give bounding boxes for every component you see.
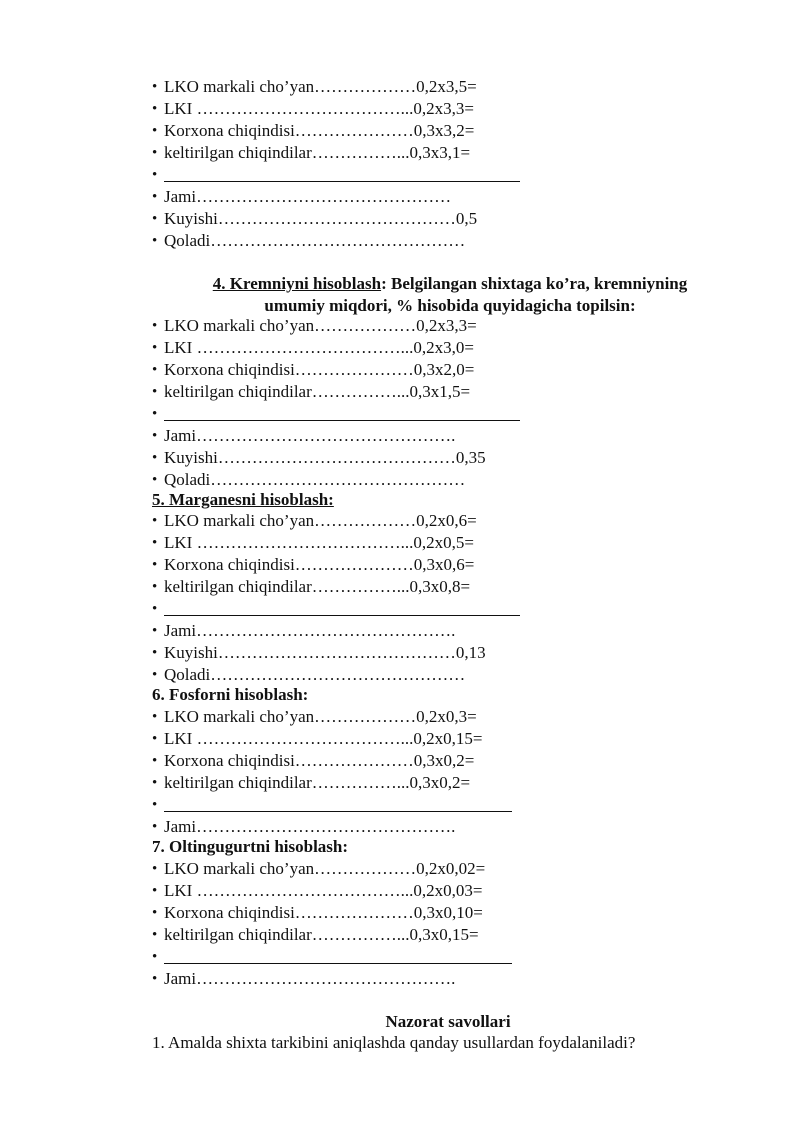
- list-item: • LKO markali cho’yan………………0,2x0,02=: [152, 859, 486, 878]
- bullet-icon: •: [152, 123, 158, 139]
- list-item-blank: [152, 946, 164, 968]
- section5-heading: 5. Marganesni hisoblash:: [152, 490, 334, 509]
- sum-rule: [164, 181, 520, 182]
- list-item: • Korxona chiqindisi…………………0,3x2,0=: [152, 360, 475, 379]
- bullet-icon: •: [152, 905, 158, 921]
- bullet-icon: •: [152, 927, 158, 943]
- list-item-blank: [152, 598, 164, 620]
- list-item: • Jami………………………………………: [152, 187, 452, 206]
- bullet-icon: •: [152, 384, 158, 400]
- bullet-icon: •: [152, 709, 158, 725]
- bullet-icon: •: [152, 535, 158, 551]
- list-item: • Qoladi………………………………………: [152, 665, 466, 684]
- bullet-icon: •: [152, 753, 158, 769]
- list-item: • LKI ………………………………...0,2x3,3=: [152, 99, 474, 118]
- bullet-icon: •: [152, 428, 158, 444]
- section6-heading: 6. Fosforni hisoblash:: [152, 685, 309, 704]
- bullet-icon: •: [152, 971, 158, 987]
- list-item: • Jami……………………………………….: [152, 817, 456, 836]
- sum-rule: [164, 420, 520, 421]
- list-item: • LKI ………………………………...0,2x3,0=: [152, 338, 474, 357]
- list-item: • keltirilgan chiqindilar……………...0,3x3,1=: [152, 143, 471, 162]
- list-item: • LKI ………………………………...0,2x0,15=: [152, 729, 483, 748]
- list-item: • Korxona chiqindisi…………………0,3x0,10=: [152, 903, 483, 922]
- list-item: • LKO markali cho’yan………………0,2x0,3=: [152, 707, 477, 726]
- bullet-icon: •: [152, 167, 158, 183]
- list-item: • keltirilgan chiqindilar……………...0,3x0,8=: [152, 577, 471, 596]
- bullet-icon: •: [152, 667, 158, 683]
- bullet-icon: •: [152, 513, 158, 529]
- list-item: • Jami……………………………………….: [152, 969, 456, 988]
- bullet-icon: •: [152, 731, 158, 747]
- list-item: • Jami……………………………………….: [152, 621, 456, 640]
- list-item: • Qoladi………………………………………: [152, 470, 466, 489]
- list-item-blank: [152, 403, 164, 425]
- section4-heading-line1: 4. Kremniyni hisoblash: Belgilangan shixtaga ko’ra, kremniyning: [212, 274, 688, 293]
- list-item: • keltirilgan chiqindilar……………...0,3x1,5=: [152, 382, 471, 401]
- bullet-icon: •: [152, 211, 158, 227]
- bullet-icon: •: [152, 601, 158, 617]
- list-item: • Kuyishi……………………………………0,13: [152, 643, 486, 662]
- bullet-icon: •: [152, 883, 158, 899]
- bullet-icon: •: [152, 472, 158, 488]
- list-item: • LKO markali cho’yan………………0,2x3,3=: [152, 316, 477, 335]
- bullet-icon: •: [152, 797, 158, 813]
- list-item: • LKO markali cho’yan………………0,2x0,6=: [152, 511, 477, 530]
- bullet-icon: •: [152, 79, 158, 95]
- list-item: • Jami……………………………………….: [152, 426, 456, 445]
- list-item: • Kuyishi……………………………………0,35: [152, 448, 486, 467]
- bullet-icon: •: [152, 775, 158, 791]
- bullet-icon: •: [152, 450, 158, 466]
- bullet-icon: •: [152, 819, 158, 835]
- section4-heading-line2: umumiy miqdori, % hisobida quyidagicha topilsin:: [264, 296, 636, 315]
- sum-rule: [164, 963, 512, 964]
- bullet-icon: •: [152, 861, 158, 877]
- list-item: • LKO markali cho’yan………………0,2x3,5=: [152, 77, 477, 96]
- bullet-icon: •: [152, 145, 158, 161]
- bullet-icon: •: [152, 101, 158, 117]
- bullet-icon: •: [152, 318, 158, 334]
- sum-rule: [164, 615, 520, 616]
- bullet-icon: •: [152, 949, 158, 965]
- list-item: • Korxona chiqindisi…………………0,3x0,2=: [152, 751, 475, 770]
- list-item: • keltirilgan chiqindilar……………...0,3x0,2=: [152, 773, 471, 792]
- bullet-icon: •: [152, 233, 158, 249]
- sum-rule: [164, 811, 512, 812]
- list-item: • LKI ………………………………...0,2x0,5=: [152, 533, 474, 552]
- question-1: 1. Amalda shixta tarkibini aniqlashda qanday usullardan foydalaniladi?: [152, 1033, 636, 1052]
- list-item-blank: [152, 164, 164, 186]
- list-item: • keltirilgan chiqindilar……………...0,3x0,15=: [152, 925, 479, 944]
- bullet-icon: •: [152, 189, 158, 205]
- bullet-icon: •: [152, 645, 158, 661]
- list-item: • Qoladi………………………………………: [152, 231, 466, 250]
- bullet-icon: •: [152, 557, 158, 573]
- bullet-icon: •: [152, 623, 158, 639]
- list-item-blank: [152, 794, 164, 816]
- list-item: • LKI ………………………………...0,2x0,03=: [152, 881, 483, 900]
- bullet-icon: •: [152, 362, 158, 378]
- bullet-icon: •: [152, 340, 158, 356]
- section7-heading: 7. Oltingugurtni hisoblash:: [152, 837, 349, 856]
- list-item: • Korxona chiqindisi…………………0,3x0,6=: [152, 555, 475, 574]
- bullet-icon: •: [152, 406, 158, 422]
- list-item: • Kuyishi……………………………………0,5: [152, 209, 478, 228]
- list-item: • Korxona chiqindisi…………………0,3x3,2=: [152, 121, 475, 140]
- bullet-icon: •: [152, 579, 158, 595]
- nazorat-title: Nazorat savollari: [385, 1012, 511, 1031]
